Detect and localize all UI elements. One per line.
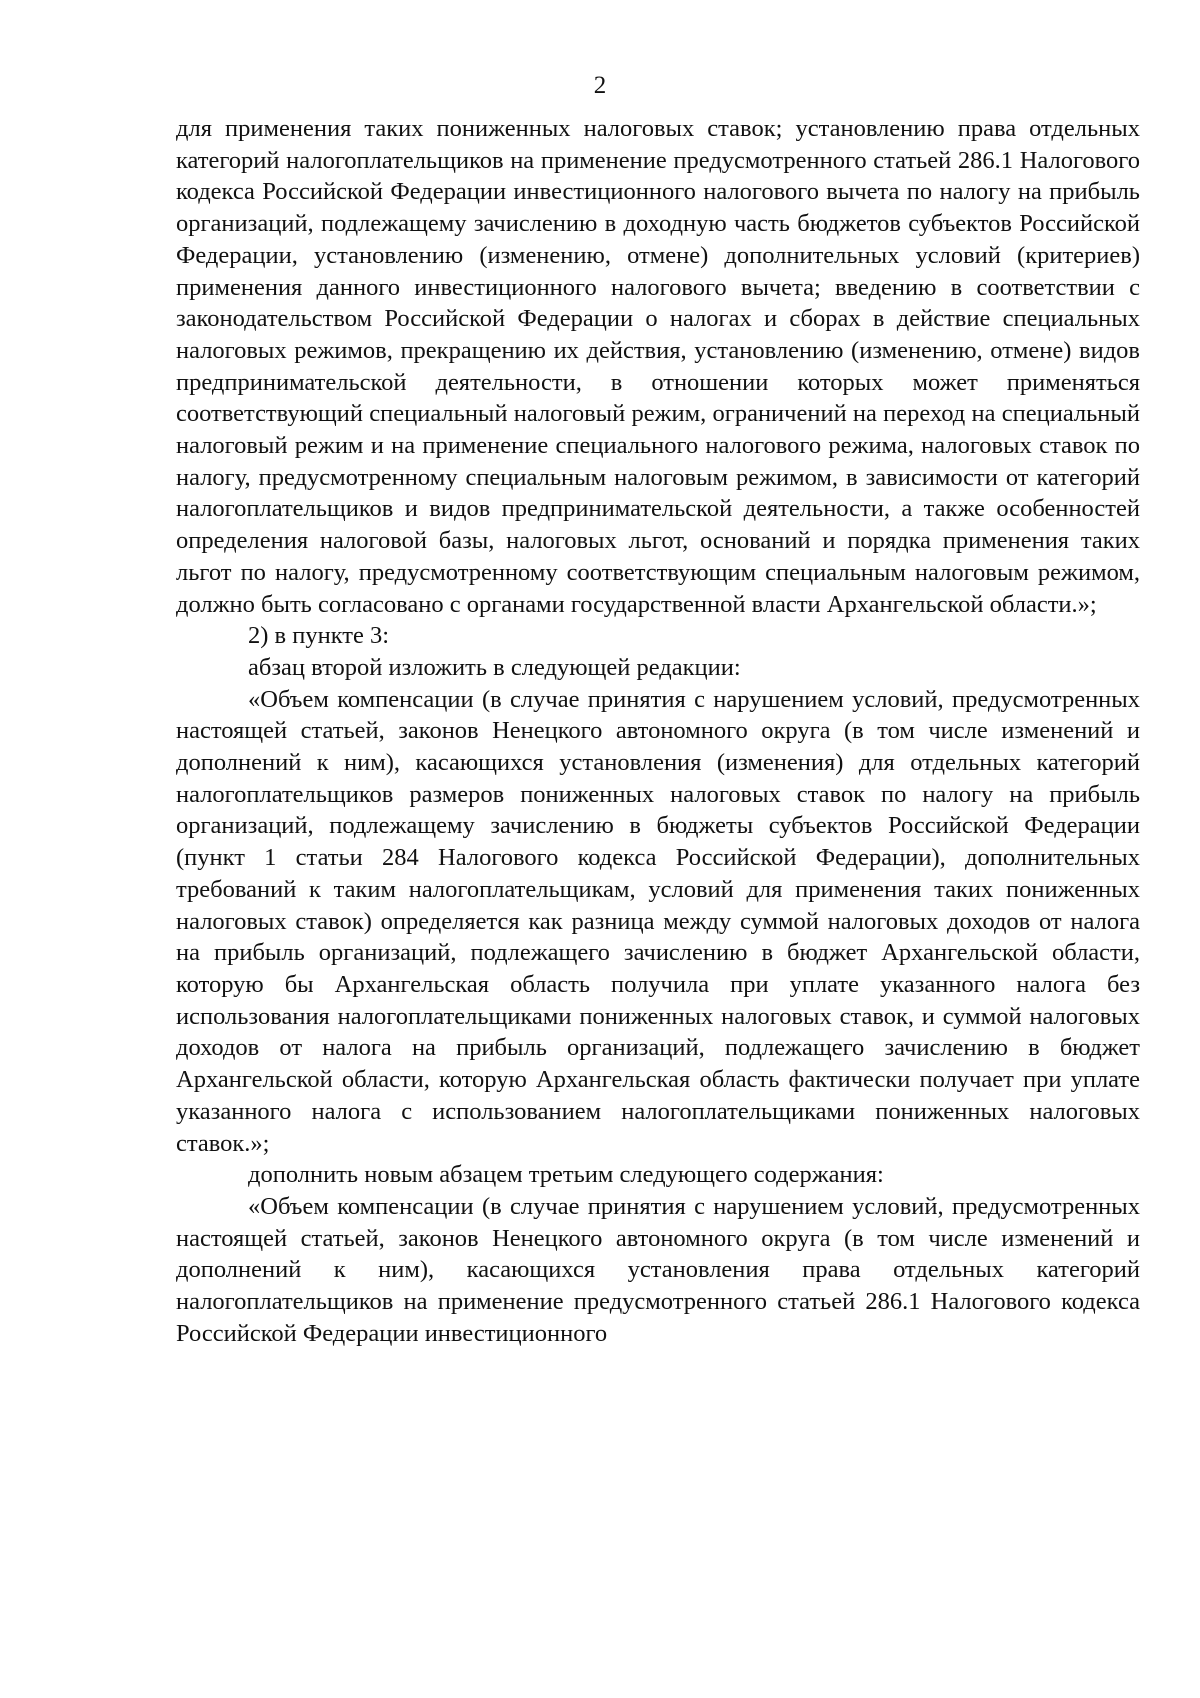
paragraph-instruction-second-abzac: абзац второй изложить в следующей редакции: xyxy=(248,653,741,681)
paragraph-item-2: 2) в пункте 3: xyxy=(248,622,390,650)
page-number: 2 xyxy=(593,72,607,99)
paragraph-instruction-third-abzac: дополнить новым абзацем третьим следующего содержания: xyxy=(248,1161,884,1189)
paragraph-continuation: для применения таких пониженных налоговых ставок; установлению права отдельных категорий налогоплательщиков на применение предусмотренного статьей 286.1 Налогового кодекса Российской Федерации инвестиционного налогового вычета по налогу на прибыль организаций, подлежащему зачислению в доходную часть бюджетов субъектов Российской Федерации, установлению (изменению, отмене) дополнительных условий (критериев) применения данного инвестиционного налогового вычета; введению в соответствии с законодательством Российской Федерации о налогах и сборах в действие специальных налоговых режимов, прекращению их действия, установлению (изменению, отмене) видов предпринимательской деятельности, в отношении которых может применяться соответствующий специальный налоговый режим, ограничений на переход на специальный налоговый режим и на применение специального налогового режима, налоговых ставок по налогу, предусмотренному специальным налоговым режимом, в зависимости от категорий налогоплательщиков и видов предпринимательской деятельности, а также особенностей определения налоговой базы, налоговых льгот, оснований и порядка применения таких льгот по налогу, предусмотренному соответствующим специальным налоговым режимом, должно быть согласовано с органами государственной власти Архангельской области.»; xyxy=(176,115,1140,618)
paragraph-quoted-abzac-3: «Объем компенсации (в случае принятия с нарушением условий, предусмотренных настоящей статьей, законов Ненецкого автономного округа (в том числе изменений и дополнений к ним), касающихся установления права отдельных категорий налогоплательщиков на применение предусмотренного статьей 286.1 Налогового кодекса Российской Федерации инвестиционного xyxy=(176,1192,1140,1347)
document-body xyxy=(176,113,1140,1349)
paragraph-quoted-abzac-2: «Объем компенсации (в случае принятия с нарушением условий, предусмотренных настоящей статьей, законов Ненецкого автономного округа (в том числе изменений и дополнений к ним), касающихся установления (изменения) для отдельных категорий налогоплательщиков размеров пониженных налоговых ставок по налогу на прибыль организаций, подлежащему зачислению в бюджеты субъектов Российской Федерации (пункт 1 статьи 284 Налогового кодекса Российской Федерации), дополнительных требований к таким налогоплательщикам, условий для применения таких пониженных налоговых ставок) определяется как разница между суммой налоговых доходов от налога на прибыль организаций, подлежащего зачислению в бюджет Архангельской области, которую бы Архангельская область получила при уплате указанного налога без использования налогоплательщиками пониженных налоговых ставок, и суммой налоговых доходов от налога на прибыль организаций, подлежащего зачислению в бюджет Архангельской области, которую Архангельская область фактически получает при уплате указанного налога с использованием налогоплательщиками пониженных налоговых ставок.»; xyxy=(176,685,1140,1157)
